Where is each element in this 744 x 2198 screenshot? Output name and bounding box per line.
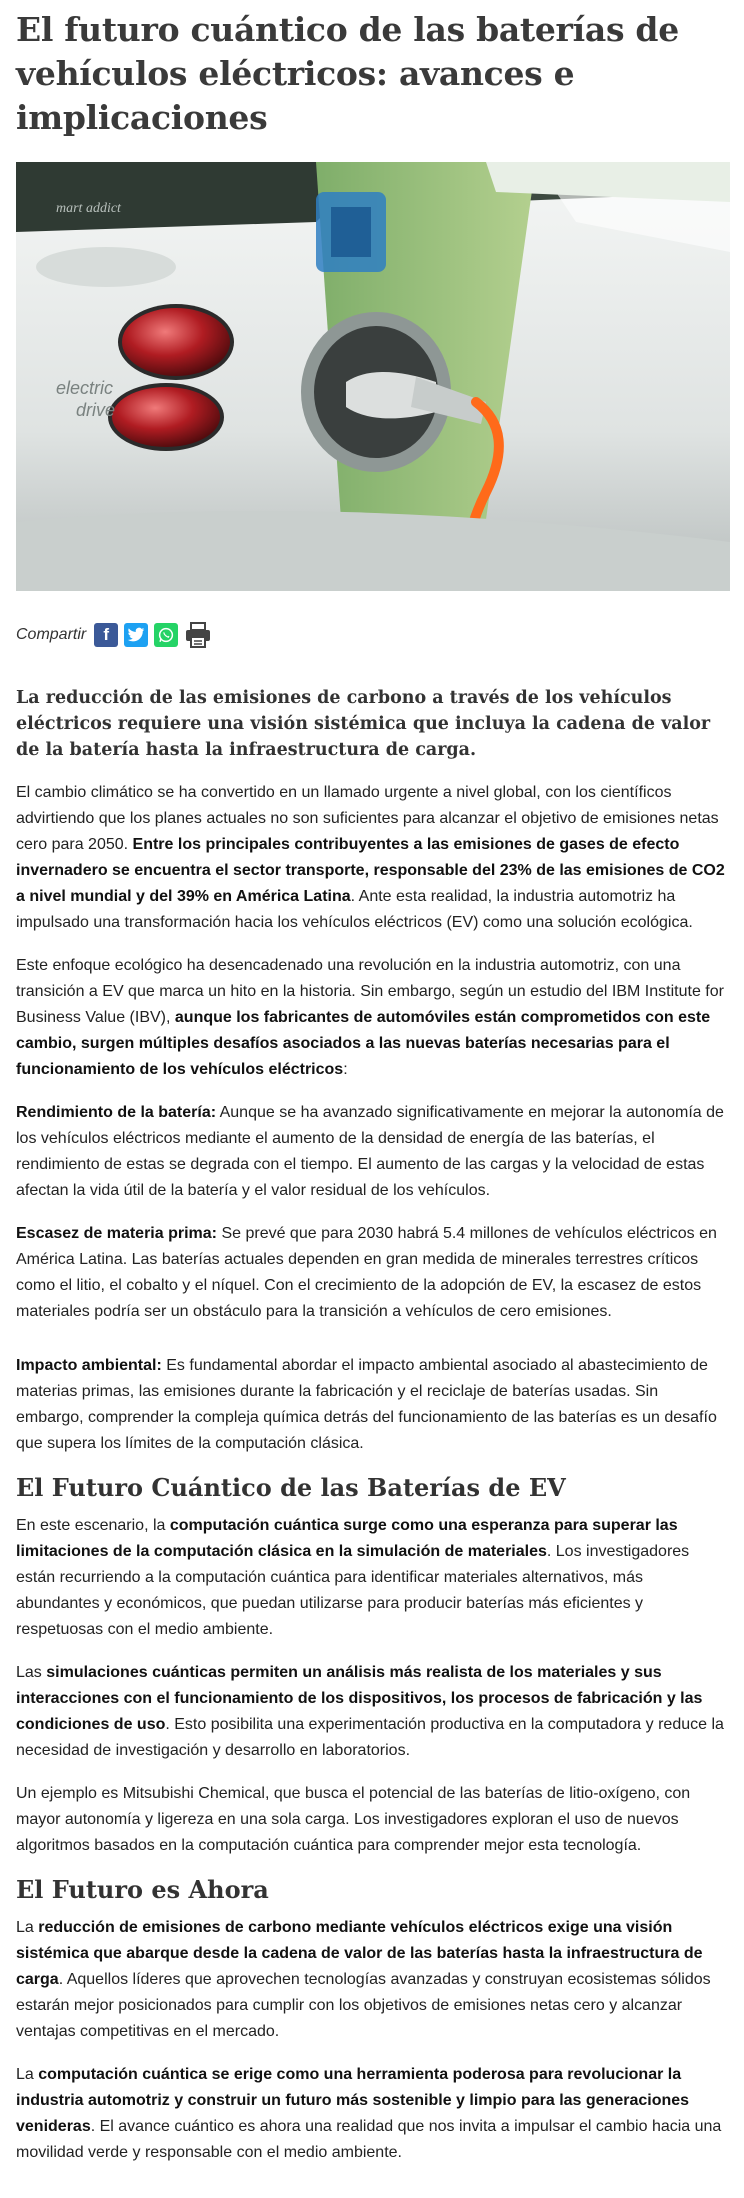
paragraph-6: En este escenario, la computación cuántica surge como una esperanza para superar las limitaciones de la computación clásica en la simulación de materiales. Los investigadores están recurriendo a la computación cuántica para identificar materiales alternativos, más abundantes y económicos, que puedan utilizarse para producir baterías más eficientes y respetuosas con el medio ambiente. xyxy=(16,1517,690,1638)
paragraph-environmental-impact: Impacto ambiental: Es fundamental abordar el impacto ambiental asociado al abastecimiento de materias primas, las emisiones durante la fabricación y el reciclaje de baterías usadas. Sin embargo, comprender la compleja química detrás del funcionamiento de las baterías es un desafío que supera los límites de la computación clásica. xyxy=(16,1357,717,1452)
car-text-2: drive xyxy=(76,400,116,420)
facebook-icon[interactable]: f xyxy=(94,623,118,647)
paragraph-10: La computación cuántica se erige como una herramienta poderosa para revolucionar la industria automotriz y construir un futuro más sostenible y limpio para las generaciones venideras. El avance cuántico es ahora una realidad que nos invita a impulsar el cambio hacia una movilidad verde y responsable con el medio ambiente. xyxy=(16,2066,722,2161)
paragraph-battery-performance: Rendimiento de la batería: Aunque se ha avanzado significativamente en mejorar la autonomía de los vehículos eléctricos mediante el aumento de la densidad de energía de las baterías, el rendimiento de estas se degrada con el tiempo. El aumento de las cargas y la velocidad de estas afectan la vida útil de la batería y el valor residual de los vehículos. xyxy=(16,1104,724,1199)
paragraph-9: La reducción de emisiones de carbono mediante vehículos eléctricos exige una visión sistémica que abarque desde la cadena de valor de las baterías hasta la infraestructura de carga. Aquellos líderes que aprovechen tecnologías avanzadas y construyan ecosistemas sólidos estarán mejor posicionados para cumplir con los objetivos de emisiones netas cero y alcanzar ventajas competitivas en el mercado. xyxy=(16,1919,711,2040)
share-label: Compartir xyxy=(16,626,87,643)
printer-icon xyxy=(184,621,212,649)
whatsapp-glyph-icon xyxy=(157,626,175,644)
article xyxy=(16,0,730,2166)
section-heading-quantum-future: El Futuro Cuántico de las Baterías de EV xyxy=(16,1473,566,1502)
ev-charging-photo xyxy=(16,162,730,591)
print-icon[interactable] xyxy=(184,621,212,649)
hero-image xyxy=(16,162,730,591)
paragraph-2: Este enfoque ecológico ha desencadenado una revolución en la industria automotriz, con una transición a EV que marca un hito en la historia. Sin embargo, según un estudio del IBM Institute for Business Value (IBV), aunque los fabricantes de automóviles están comprometidos con este cambio, surgen múltiples desafíos asociados a las nuevas baterías necesarias para el funcionamiento de los vehículos eléctricos: xyxy=(16,957,724,1078)
share-bar xyxy=(16,618,730,652)
whatsapp-icon[interactable] xyxy=(154,623,178,647)
twitter-icon[interactable] xyxy=(124,623,148,647)
paragraph-1: El cambio climático se ha convertido en un llamado urgente a nivel global, con los científicos advirtiendo que los planes actuales no son suficientes para alcanzar el objetivo de emisiones netas cero para 2050. Entre los principales contribuyentes a las emisiones de gases de efecto invernadero se encuentra el sector transporte, responsable del 23% de las emisiones de CO2 a nivel mundial y del 39% en América Latina. Ante esta realidad, la industria automotriz ha impulsado una transformación hacia los vehículos eléctricos (EV) como una solución ecológica. xyxy=(16,784,725,931)
paragraph-raw-material-scarcity: Escasez de materia prima: Se prevé que para 2030 habrá 5.4 millones de vehículos eléctricos en América Latina. Las baterías actuales dependen en gran medida de minerales terrestres críticos como el litio, el cobalto y el níquel. Con el crecimiento de la adopción de EV, la escasez de estos materiales podría ser un obstáculo para la transición a vehículos de cero emisiones. xyxy=(16,1225,717,1320)
paragraph-8: Un ejemplo es Mitsubishi Chemical, que busca el potencial de las baterías de litio-oxígeno, con mayor autonomía y ligereza en una sola carga. Los investigadores exploran el uso de nuevos algoritmos basados en la computación cuántica para comprender mejor esta tecnología. xyxy=(16,1785,691,1854)
article-title: El futuro cuántico de las baterías de vehículos eléctricos: avances e implicaciones xyxy=(16,10,679,137)
window-text: mart addict xyxy=(56,201,121,216)
twitter-bird-icon xyxy=(127,627,145,643)
section-heading-future-is-now: El Futuro es Ahora xyxy=(16,1875,269,1904)
car-text-1: electric xyxy=(56,378,114,398)
paragraph-7: Las simulaciones cuánticas permiten un análisis más realista de los materiales y sus interacciones con el funcionamiento de los dispositivos, los procesos de fabricación y las condiciones de uso. Esto posibilita una experimentación productiva en la computadora y reduce la necesidad de investigación y desarrollo en laboratorios. xyxy=(16,1664,724,1759)
article-lead: La reducción de las emisiones de carbono a través de los vehículos eléctricos requiere una visión sistémica que incluya la cadena de valor de la batería hasta la infraestructura de carga. xyxy=(16,688,711,760)
